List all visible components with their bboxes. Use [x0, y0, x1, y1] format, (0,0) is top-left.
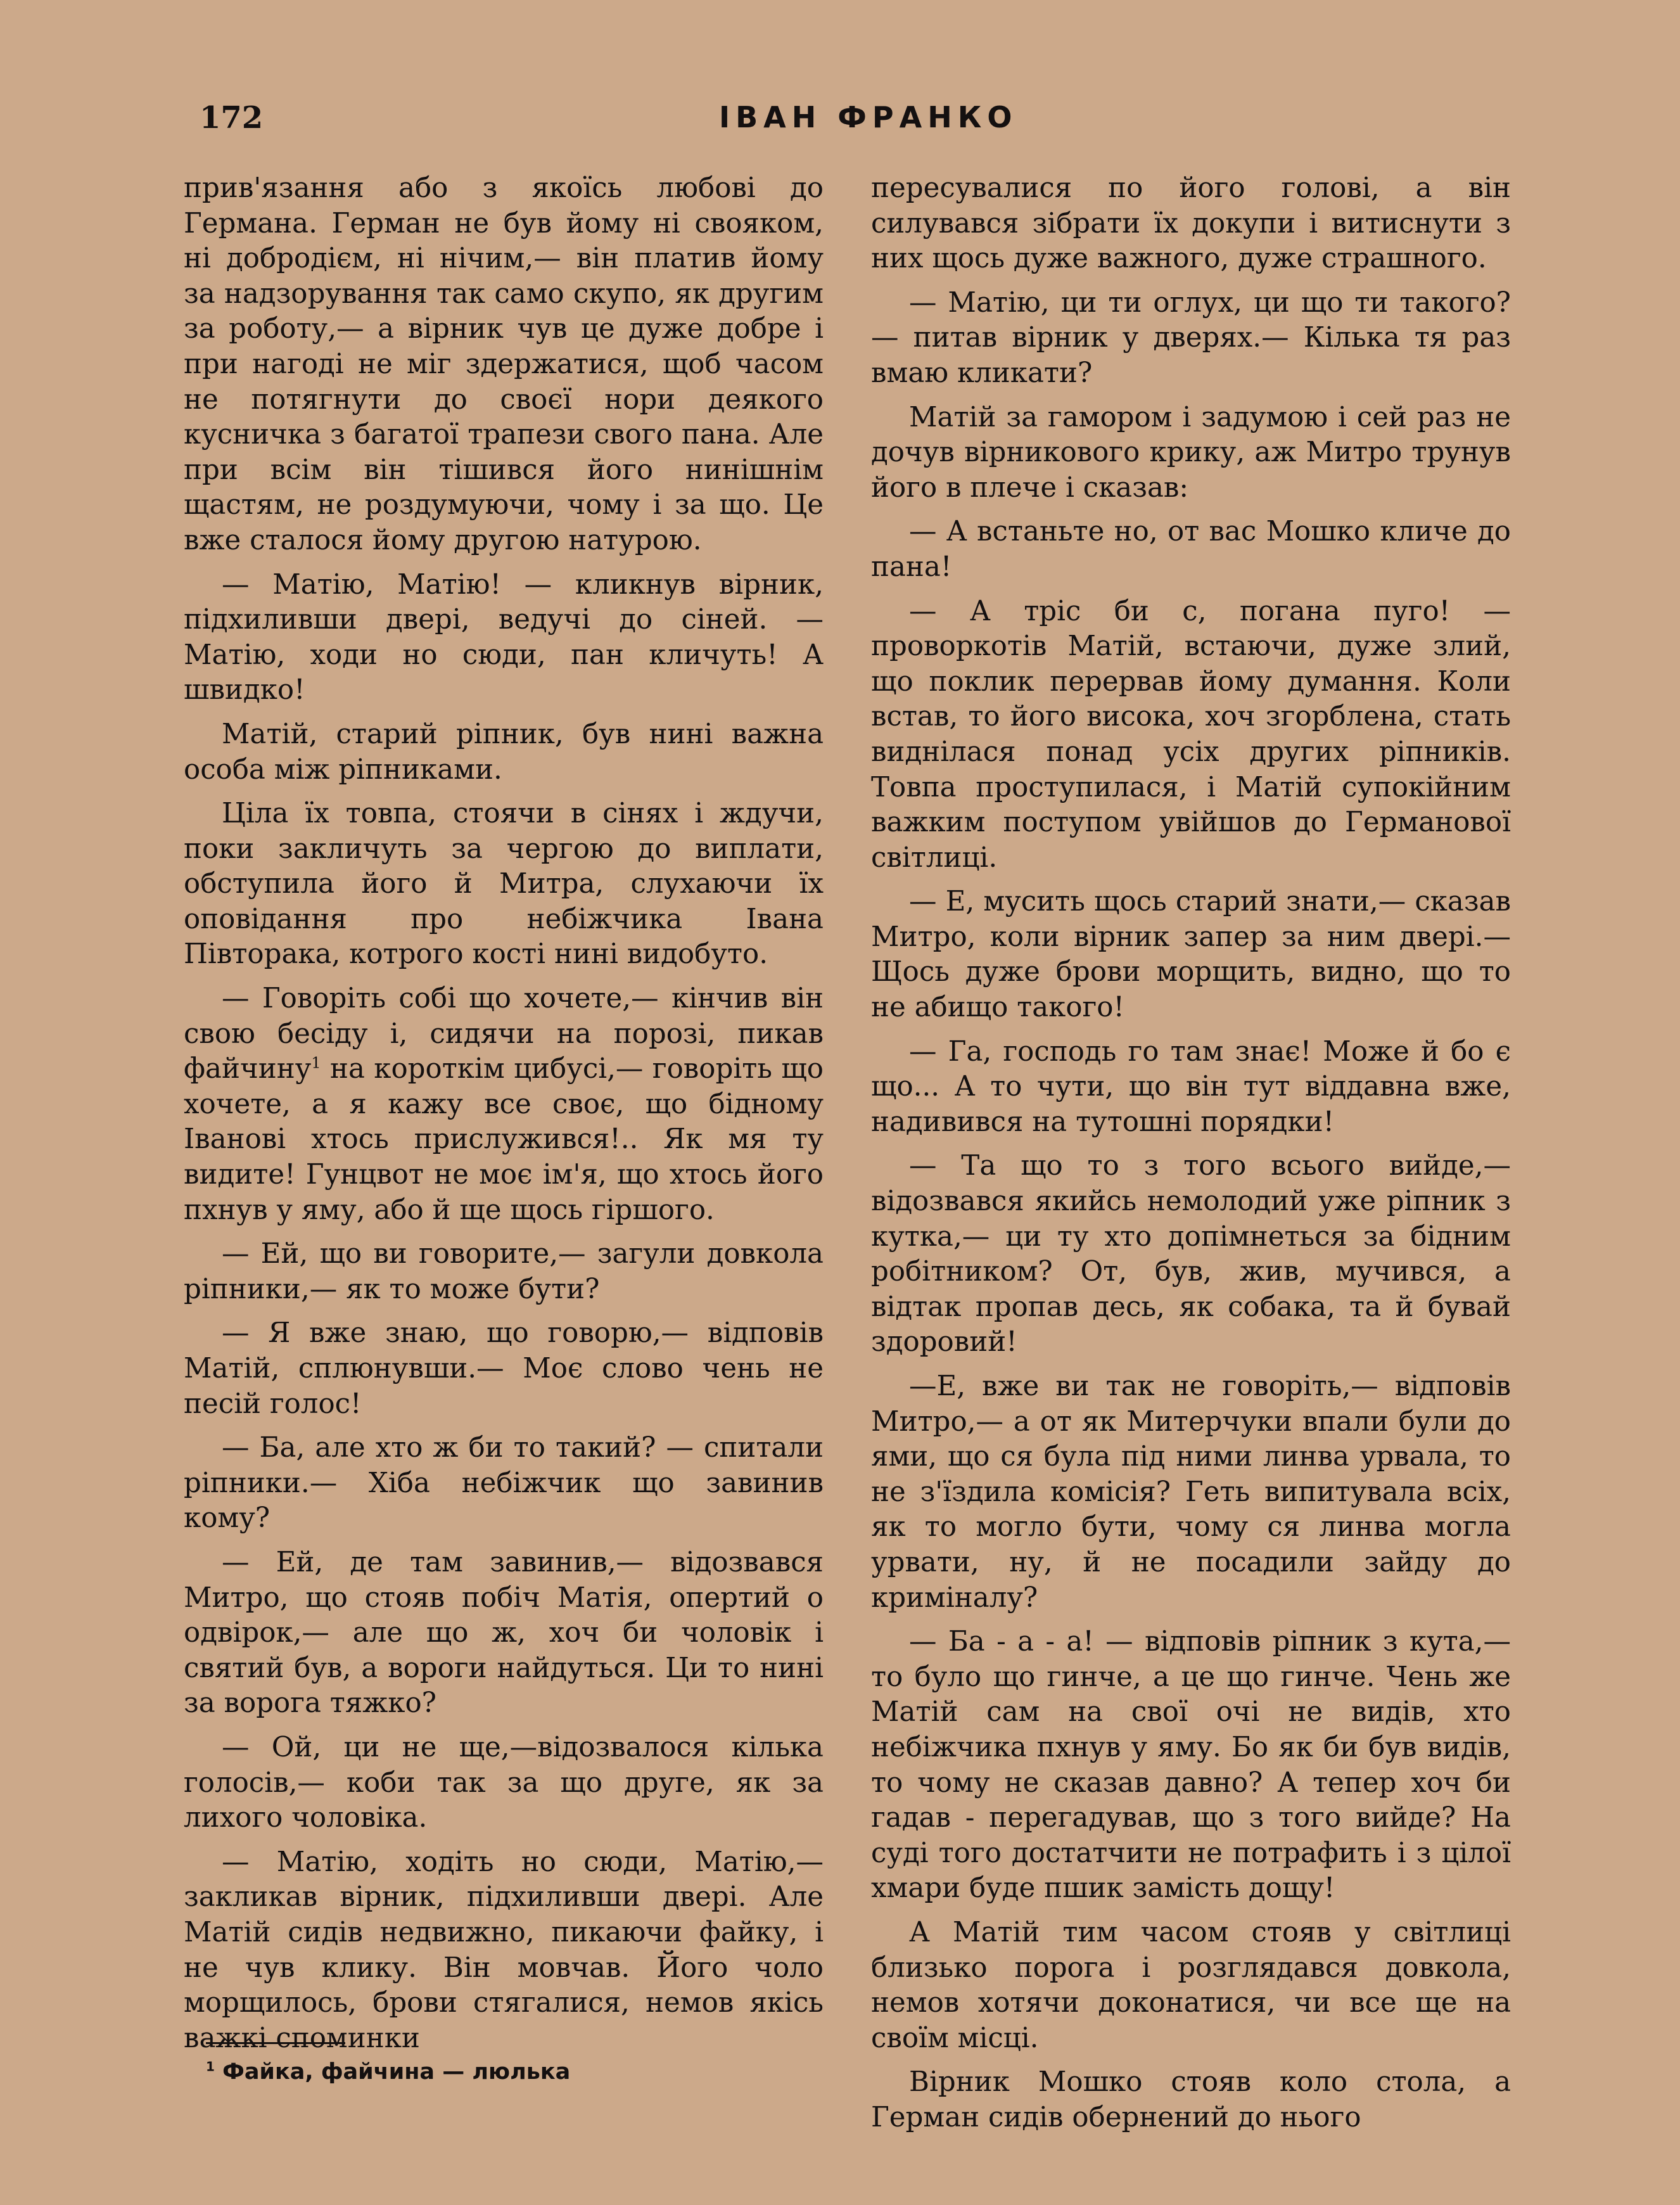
paragraph: — Матію, ци ти оглух, ци що ти такого? — питав вірник у дверях.— Кілька тя раз вмаю кликати? [871, 286, 1511, 389]
paragraph: — Ей, де там завинив,— відозвався Митро, що стояв побіч Матія, опертий о одвірок,— але що ж, хоч би чоловік і святий був, а вороги найдуться. Ци то нині за ворога тяжко? [184, 1546, 824, 1720]
paragraph [184, 981, 824, 1228]
paragraph: — Е, мусить щось старий знати,— сказав Митро, коли вірник запер за ним двері.— Щось дуже брови морщить, видно, що то не абищо такого! [871, 886, 1511, 1024]
paragraph: прив'язання або з якоїсь любові до Германа. Герман не був йому ні свояком, ні добродієм, ні нічим,— він платив йому за надзорування так само скупо, як другим за роботу,— а вірник чув це дуже добре і при нагоді не міг здержатися, щоб часом не потягнути до своєї нори деякого кусничка з багатої трапези свого пана. Але при всім він тішився його нинішнім щастям, не роздумуючи, чому і за що. Це вже сталося йому другою натурою. [184, 172, 824, 556]
paragraph: А Матій тим часом стояв у світлиці близько порога і розглядався довкола, немов хотячи доконатися, чи все ще на своїм місці. [871, 1916, 1511, 2054]
paragraph: Матій, старий ріпник, був нині важна особа між ріпниками. [184, 718, 824, 786]
paragraph: — Ба, але хто ж би то такий? — спитали ріпники.— Хіба небіжчик що завинив кому? [184, 1432, 824, 1535]
paragraph: Ціла їх товпа, стоячи в сінях і ждучи, поки закличуть за чергою до виплати, обступила його й Митра, слухаючи їх оповідання про небіжчика Івана Півторака, котрого кості нині видобуто. [184, 798, 824, 971]
paragraph: — Ей, що ви говорите,— загули довкола ріпники,— як то може бути? [184, 1238, 824, 1305]
footnote [206, 2059, 570, 2085]
footnote-marker: 1 [206, 2059, 215, 2074]
paragraph: — Ба - а - а! — відповів ріпник з кута,— то було що гинче, а це що гинче. Чень же Матій сам на свої очі не видів, хто небіжчика пхнув у яму. Бо як би був видів, то чому не сказав давно? А тепер хоч би гадав - перегадував, що з того вийде? На суді того достатчити не потрафить і з цілої хмари буде пшик замість дощу! [871, 1626, 1511, 1905]
paragraph-text: на короткім цибусі,— говоріть що хочете, а я кажу все своє, що бідному Іванові хтось прислужився!.. Як мя ту видите! Гунцвот не моє ім'я, що хтось його пхнув у яму, або й ще щось гіршого. [184, 1053, 824, 1226]
footnote-reference: 1 [311, 1054, 321, 1072]
paragraph: Вірник Мошко стояв коло стола, а Герман сидів обернений до нього [871, 2066, 1511, 2133]
paragraph: — Ой, ци не ще,—відозвалося кілька голосів,— коби так за що друге, як за лихого чоловіка. [184, 1731, 824, 1834]
paragraph: — Матію, ходіть но сюди, Матію,— закликав вірник, підхиливши двері. Але Матій сидів недвижно, пикаючи файку, і не чув клику. Він мовчав. Його чоло морщилось, брови стягалися, немов якісь важкі споминки [184, 1846, 824, 2054]
paragraph: — А тріс би с, погана пуго! — проворкотів Матій, встаючи, дуже злий, що поклик перервав йому думання. Коли встав, то його висока, хоч згорблена, стать виднілася понад усіх других ріпників. Товпа проступилася, і Матій супокійним важким поступом увійшов до Германової світлиці. [871, 595, 1511, 874]
paragraph: —Е, вже ви так не говоріть,— відповів Митро,— а от як Митерчуки впали були до ями, що ся була під ними линва урвала, то не з'їздила комісія? Геть випитувала всіх, як то могло бути, чому ся линва могла урвати, ну, й не посадили зайду до криміналу? [871, 1371, 1511, 1614]
left-column [184, 171, 824, 2065]
right-column [871, 171, 1511, 2144]
paragraph: — Га, господь го там знає! Може й бо є що... А то чути, що він тут віддавна вже, надивився на тутошні порядки! [871, 1035, 1511, 1138]
paragraph: — А встаньте но, от вас Мошко кличе до пана! [871, 516, 1511, 583]
paragraph: — Я вже знаю, що говорю,— відповів Матій, сплюнувши.— Моє слово чень не песій голос! [184, 1317, 824, 1420]
running-head: ІВАН ФРАНКО [719, 100, 1018, 134]
page-number: 172 [200, 100, 264, 136]
paragraph: Матій за гамором і задумою і сей раз не дочув вірникового крику, аж Митро трунув його в плече і сказав: [871, 401, 1511, 504]
footnote-text: Файка, файчина — люлька [222, 2059, 571, 2085]
paragraph-text: — Говоріть собі що хочете,— кінчив він свою бесіду і, сидячи на порозі, пикав файчину [184, 983, 824, 1085]
paragraph: — Та що то з того всього вийде,— відозвався якийсь немолодий уже ріпник з кутка,— ци ту хто допімнеться за бідним робітником? От, був, жив, мучився, а відтак пропав десь, як собака, та й бувай здоровий! [871, 1150, 1511, 1358]
footnote-divider [206, 2042, 345, 2044]
paragraph: пересувалися по його голові, а він силувався зібрати їх докупи і витиснути з них щось дуже важного, дуже страшного. [871, 172, 1511, 275]
paragraph: — Матію, Матію! — кликнув вірник, підхиливши двері, ведучі до сіней. — Матію, ходи но сюди, пан кличуть! А швидко! [184, 568, 824, 706]
